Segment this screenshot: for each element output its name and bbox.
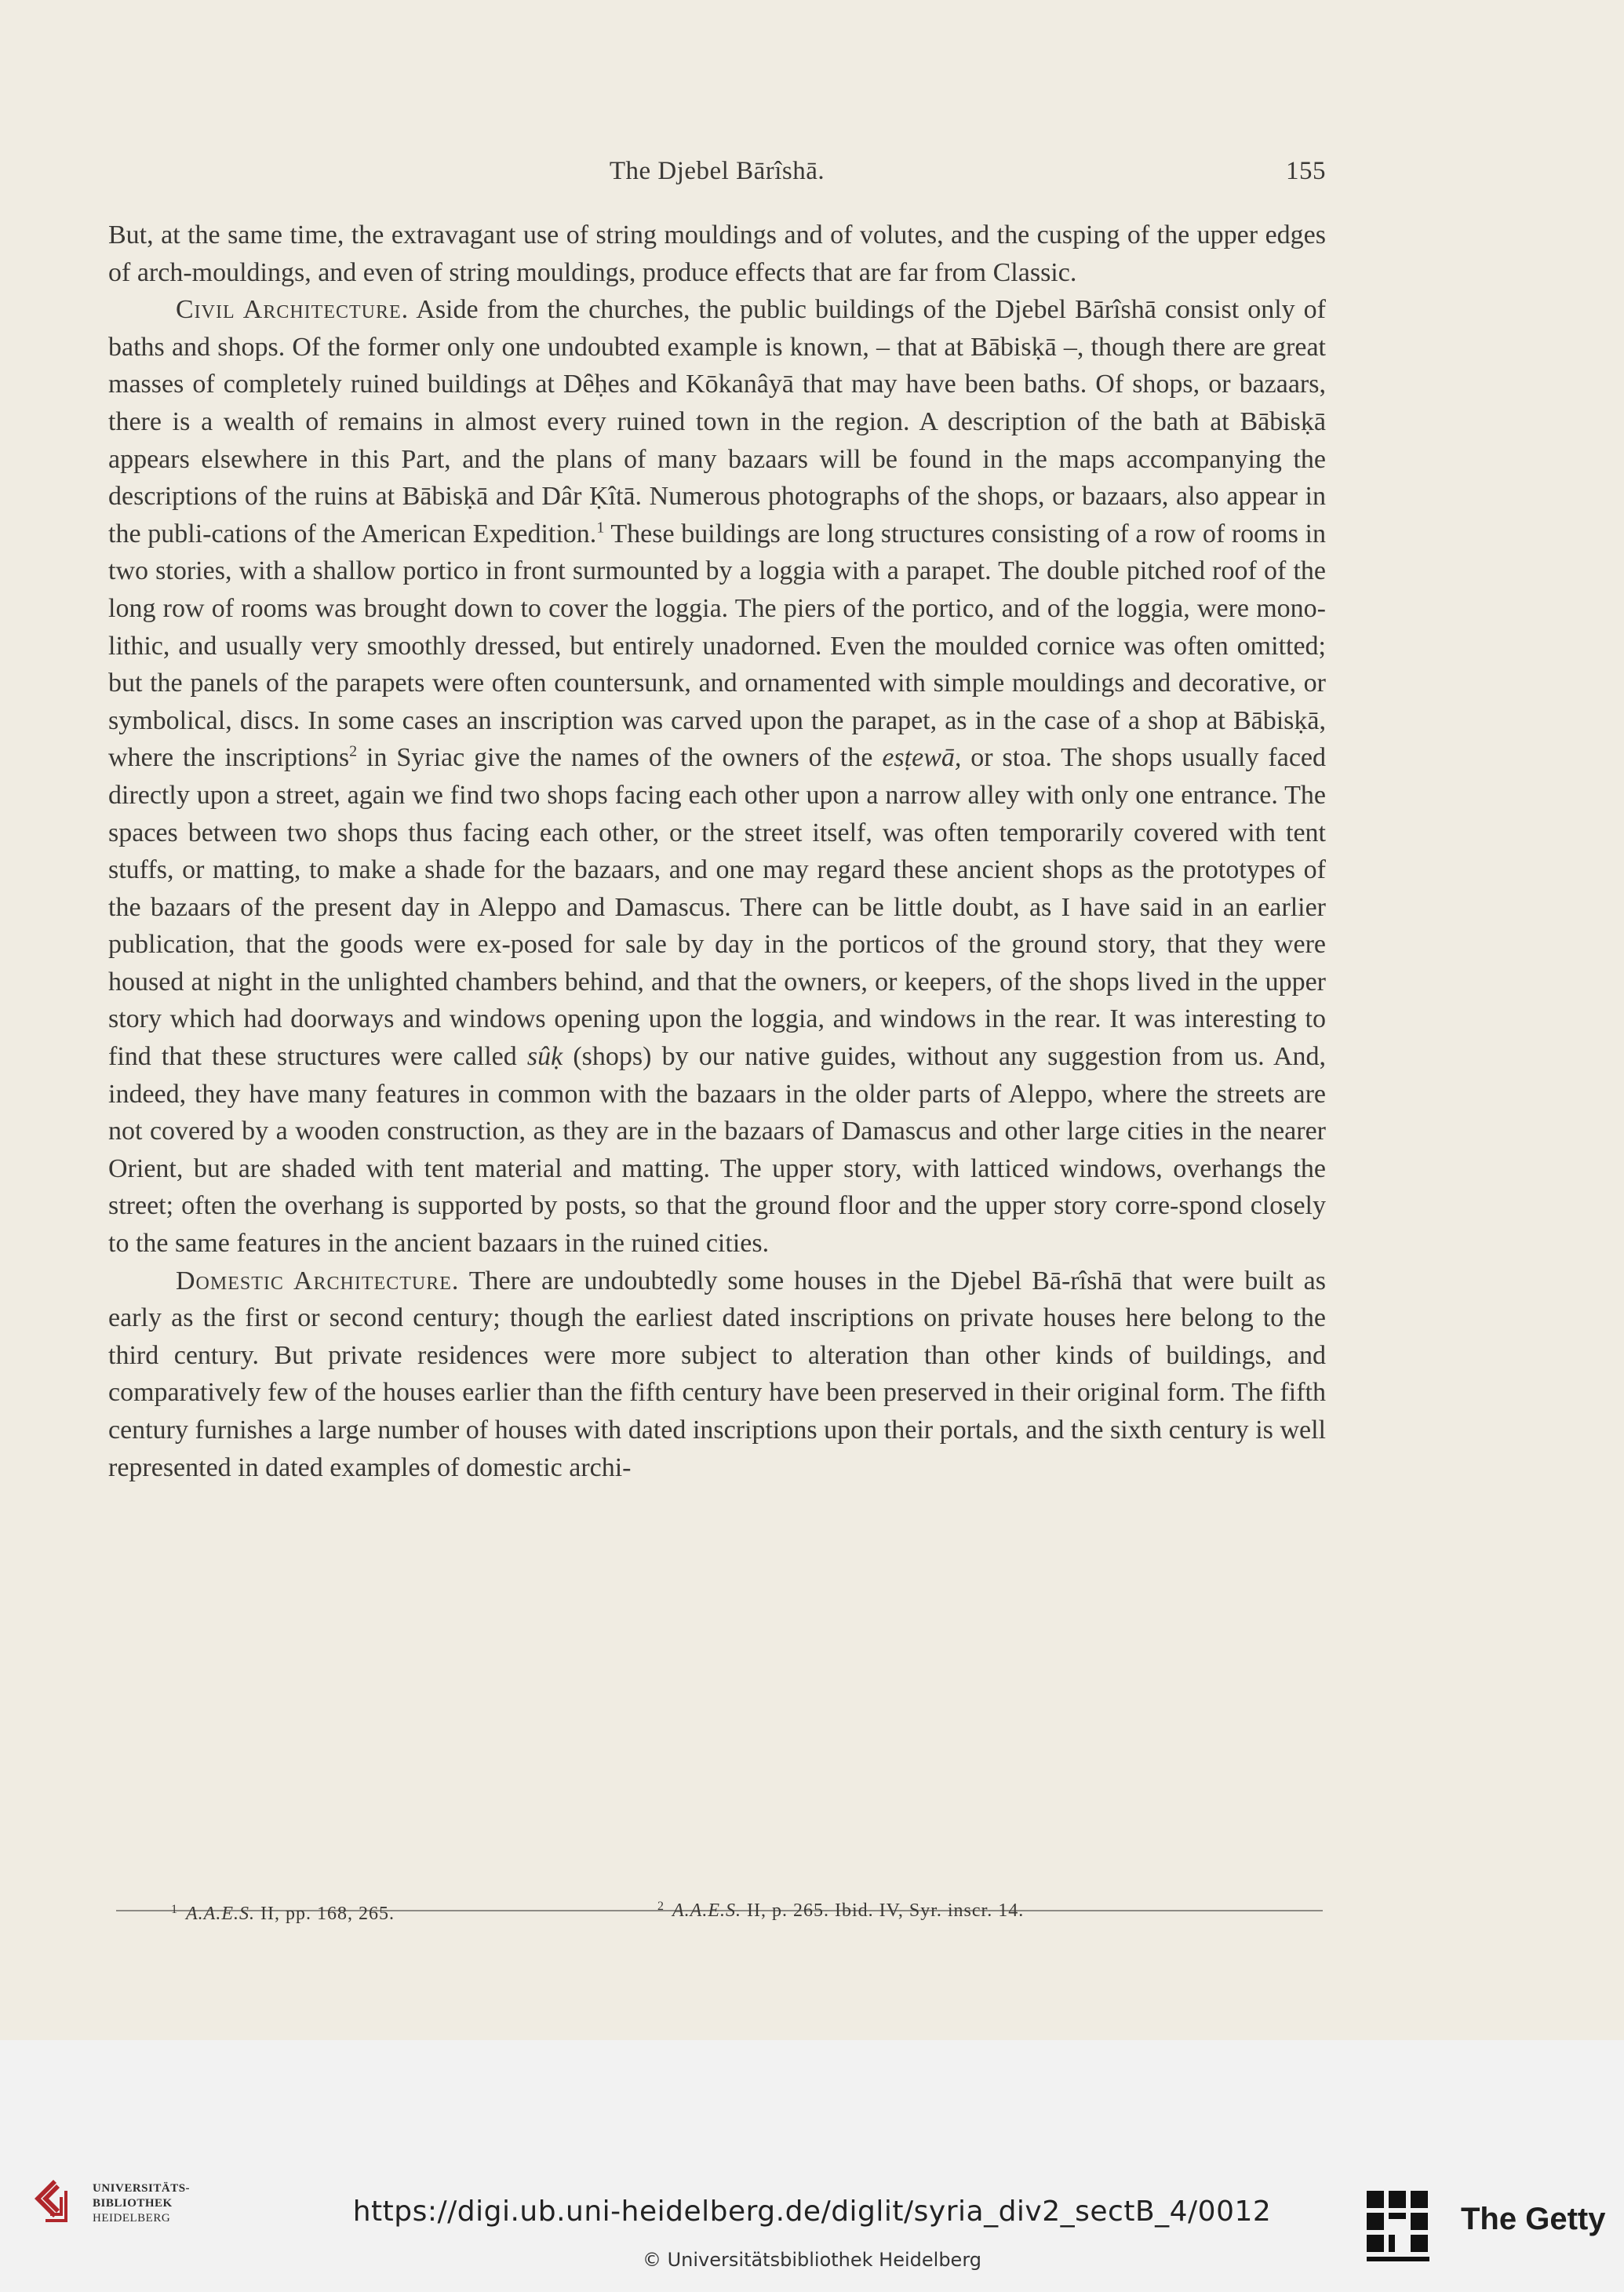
footnote-ref-2: 2 [349,742,358,760]
getty-logo-icon[interactable] [1365,2189,1434,2268]
paragraph-1 [108,217,1326,291]
term-estewa: esṭewā, [882,743,962,773]
paragraph-2-text-d: or stoa. The shops usually faced directly upon a street, again we find two shops facing each other upon a narrow alley with only one entrance. The spaces between two shops thus facing each other, or the street itself, was often temporarily covered with tent stuffs, or matting, to make a shade for the bazaars, and one may regard these ancient shops as the prototypes of the bazaars of the present day in Aleppo and Damascus. There can be little doubt, as I have said in an earlier publication, that the goods were ex-posed for sale by day in the porticos of the ground story, that they were housed at night in the unlighted chambers behind, and that the owners, or keepers, of the shops lived in the upper story which had doorways and windows opening upon the loggia, and windows in the rear. It was interesting to find that these structures were called [108,743,1327,1072]
footnote-1-marker: 1 [171,1903,178,1916]
partner-name: The Getty [1461,2202,1606,2236]
footnote-2 [657,1900,1024,1922]
footnote-2-marker: 2 [657,1900,665,1913]
footnote-1-source: A.A.E.S. [186,1904,255,1924]
paragraph-2-text-e: (shops) by our native guides, without any suggestion from us. And, indeed, they have many features in common with the bazaars in the older parts of Aleppo, where the streets are not covered by a wooden construction, as they are in the bazaars of Damascus and other large cities in the nearer Orient, but are shaded with tent material and matting. The upper story, with latticed windows, overhangs the street; often the overhang is supported by posts, so that the ground floor and the upper story corre-spond closely to the same features in the ancient bazaars in the ruined cities. [108,1042,1327,1259]
body-text [108,217,1326,1486]
section-heading-civil-architecture: Civil Architecture. [176,295,410,325]
library-name-line-2: BIBLIOTHEK [93,2197,173,2210]
section-heading-domestic-architecture: Domestic Architecture. [176,1266,460,1295]
paragraph-2-text-b: These buildings are long structures consisting of a row of rooms in two stories, with a shallow portico in front surmounted by a loggia with a parapet. The double pitched roof of the long row of rooms was brought down to cover the loggia. The piers of the portico, and of the loggia, were mono-lithic, and usually very smoothly dressed, but entirely unadorned. Even the moulded cornice was often omitted; but the panels of the parapets were often countersunk, and ornamented with simple mouldings and decorative, or symbolical, discs. In some cases an inscription was carved upon the parapet, as in the case of a shop at Bābisḳā, where the inscriptions [108,519,1326,773]
footnote-1-text: II, pp. 168, 265. [254,1904,395,1924]
paragraph-2-text-c: in Syriac give the names of the owners of the [357,743,883,773]
footnote-2-source: A.A.E.S. [672,1900,741,1921]
paragraph-civil-architecture [108,291,1326,1262]
paragraph-domestic-architecture [108,1263,1326,1487]
library-name-line-3: HEIDELBERG [93,2212,171,2225]
copyright-notice: © Universitätsbibliothek Heidelberg [642,2249,981,2271]
page-number: 155 [1286,157,1326,185]
footnote-2-text: II, p. 265. Ibid. IV, Syr. inscr. 14. [741,1900,1025,1921]
running-head [108,157,1326,193]
running-title: The Djebel Bārîshā. [609,157,825,185]
paragraph-2-text-a: Aside from the churches, the public buildings of the Djebel Bārîshā consist only of baths and shops. Of the former only one undoubted example is known, – that at Bābisḳā –, though there are great masses of completely ruined buildings at Dêḥes and Kōkanâyā that may have been baths. Of shops, or bazaars, there is a wealth of remains in almost every ruined town in the region. A description of the bath at Bābisḳā appears elsewhere in this Part, and the plans of many bazaars will be found in the maps accompanying the descriptions of the ruins at Bābisḳā and Dâr Ḳîtā. Numerous photographs of the shops, or bazaars, also appear in the publi-cations of the American Expedition. [108,295,1326,548]
footnote-ref-1: 1 [596,519,605,537]
term-suk: sûḳ [526,1042,563,1072]
permalink-url[interactable]: https://digi.ub.uni-heidelberg.de/diglit/syria_div2_sectB_4/0012 [352,2195,1272,2228]
footnote-1 [171,1904,395,1925]
library-name-line-1: UNIVERSITÄTS- [93,2182,191,2195]
paragraph-1-text: But, at the same time, the extravagant use of string mouldings and of volutes, and the cusping of the upper edges of arch-mouldings, and even of string mouldings, produce effects that are far from Classic. [108,220,1326,287]
paragraph-3-text: There are undoubtedly some houses in the Djebel Bā-rîshā that were built as early as the first or second century; though the earliest dated inscriptions on private houses here belong to the third century. But private residences were more subject to alteration than other kinds of buildings, and comparatively few of the houses earlier than the fifth century have been preserved in their original form. The fifth century furnishes a large number of houses with dated inscriptions upon their portals, and the sixth century is well represented in dated examples of domestic archi- [108,1266,1326,1482]
